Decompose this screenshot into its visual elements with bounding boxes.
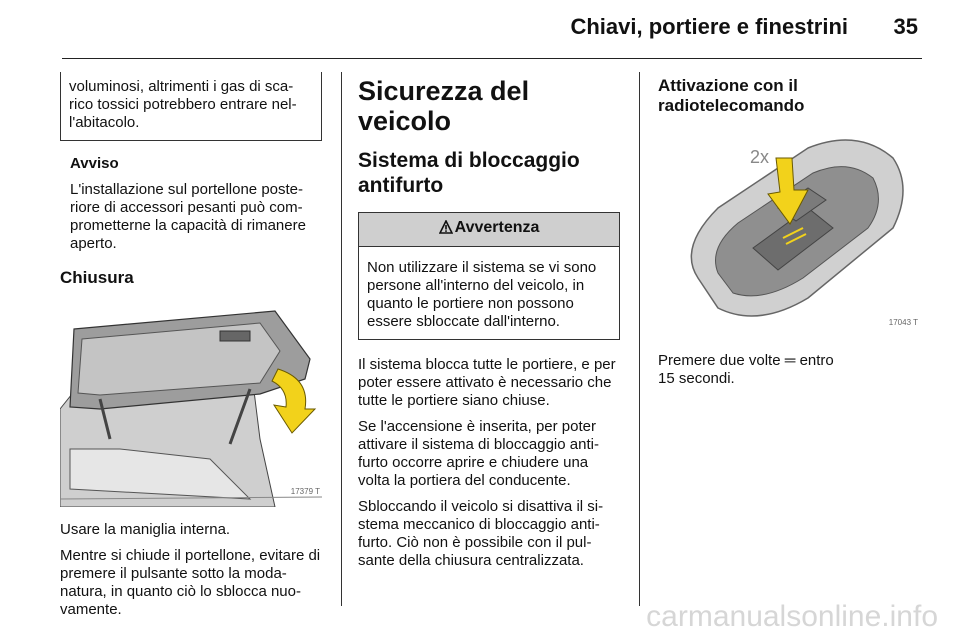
remote-key-illustration: [658, 128, 920, 338]
column-3: [658, 72, 920, 388]
warning-header: [359, 213, 619, 247]
paragraph-3: Sbloccando il veicolo si disattiva il si-stema meccanico di bloccaggio anti-furto. Ciò non è possibile con il pul-sante della chiusura centralizzata.: [358, 498, 604, 569]
column-1: [60, 72, 322, 627]
paragraph-2: Mentre si chiude il portellone, evitare di premere il pulsante sotto la moda-natura, in quanto ciò lo sblocca nuo-vamente.: [60, 547, 321, 618]
warning-title: Avvertenza: [454, 219, 540, 236]
instruction-text: [658, 352, 920, 388]
figure-code: 17379 T: [290, 487, 320, 496]
note-block: [70, 155, 322, 253]
instruction-part-b: entro: [799, 352, 834, 369]
page-header-title: Chiavi, portiere e finestrini: [570, 14, 848, 39]
paragraph-1: Il sistema blocca tutte le portiere, e per poter essere attivato è necessario che tutte le portiere siano chiuse.: [358, 356, 616, 409]
header-rule: [62, 58, 922, 59]
warning-box: [358, 212, 620, 340]
section-title-chiusura: Chiusura: [60, 268, 134, 287]
figure-label: 2x: [750, 147, 770, 167]
instruction-part-c: 15 secondi.: [658, 370, 735, 387]
remote-key-figure: [658, 128, 920, 338]
figure-code: 17043 T: [888, 318, 918, 327]
section-title-attivazione: Attivazione con il radiotelecomando: [658, 76, 805, 115]
warning-body: Non utilizzare il sistema se vi sono persone all'interno del veicolo, in quanto le portiere non possono essere sbloccate dall'interno.: [367, 259, 597, 330]
tailgate-illustration: [60, 299, 322, 507]
lock-button-symbol-icon: ═: [784, 352, 796, 369]
continued-box-text: voluminosi, altrimenti i gas di sca-rico tossici potrebbero entrare nel-l'abitacolo.: [69, 78, 297, 131]
note-body: L'installazione sul portellone poste-riore di accessori pesanti può com-prometterne la capacità di rimanere aperto.: [70, 181, 306, 252]
tailgate-figure: [60, 299, 322, 507]
note-title: Avviso: [70, 155, 119, 172]
column-divider-2: [639, 72, 640, 606]
page-number: 35: [893, 14, 918, 39]
column-2: [358, 72, 620, 578]
watermark: carmanualsonline.info: [646, 600, 938, 633]
warning-triangle-icon: [439, 220, 453, 239]
paragraph-2: Se l'accensione è inserita, per poter attivare il sistema di bloccaggio anti-furto occorre aprire e chiudere una volta la portiera del conducente.: [358, 418, 599, 489]
paragraph-1: Usare la maniglia interna.: [60, 521, 231, 538]
continued-box: [60, 72, 322, 141]
instruction-part-a: Premere due volte: [658, 352, 781, 369]
column-divider-1: [341, 72, 342, 606]
subsection-title-antifurto: Sistema di bloccaggio antifurto: [358, 149, 580, 197]
section-title-sicurezza: Sicurezza del veicolo: [358, 76, 530, 136]
